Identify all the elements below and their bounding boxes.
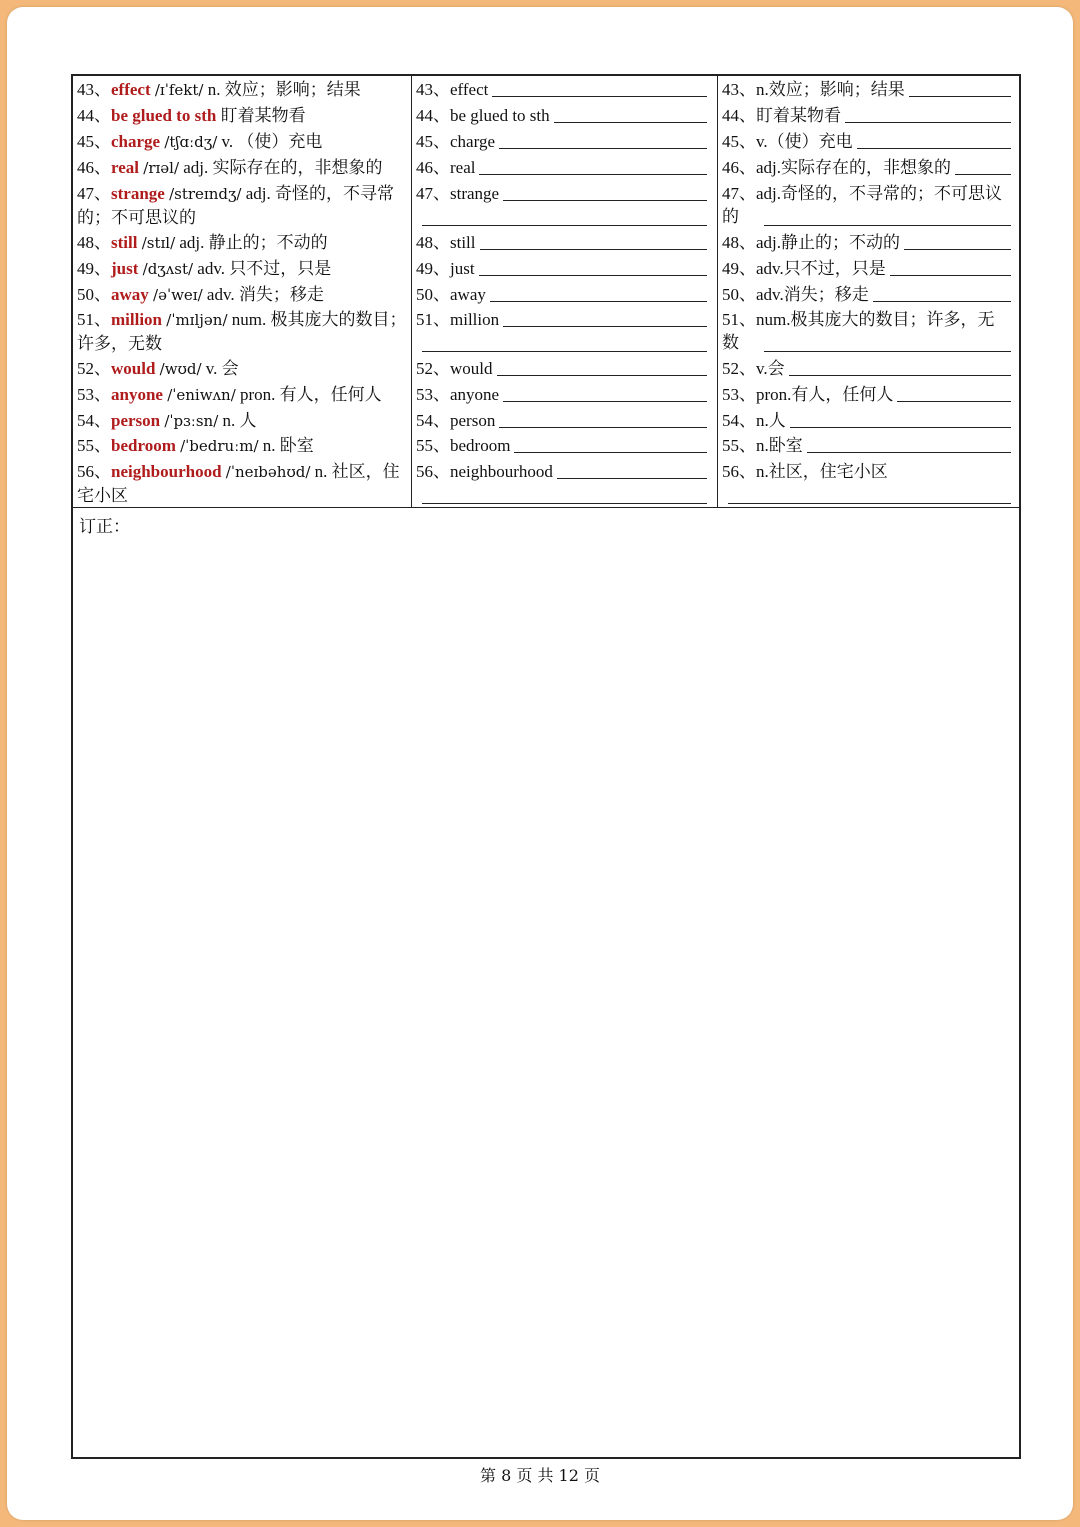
answer-blank[interactable] [909, 78, 1011, 97]
answer-blank[interactable] [503, 308, 707, 327]
prompt-english: charge [450, 132, 495, 151]
chinese-prompt-row [722, 434, 1011, 457]
prompt-chinese: adj.静止的；不动的 [756, 233, 901, 252]
english-prompt-row [416, 434, 707, 457]
entry-definition: n. 人 [218, 411, 257, 430]
answer-blank[interactable] [479, 156, 707, 175]
reference-column [73, 76, 412, 507]
prompt-english: effect [450, 80, 489, 99]
entry-word: still [111, 233, 138, 252]
prompt-chinese: pron.有人，任何人 [756, 385, 894, 404]
answer-blank[interactable] [480, 231, 707, 250]
chinese-prompt-row [722, 130, 1011, 153]
prompt-english: just [450, 259, 475, 278]
entry-phonetic: /tʃɑːdʒ/ [164, 133, 218, 151]
prompt-english: neighbourhood [450, 462, 553, 481]
entry-definition: adj. 实际存在的，非想象的 [179, 158, 383, 177]
prompt-chinese: n.人 [756, 411, 786, 430]
prompt-number: 47、 [722, 184, 756, 203]
chinese-prompt-row [722, 104, 1011, 127]
english-prompt-row [416, 156, 707, 179]
entry-number: 48、 [77, 233, 111, 252]
chinese-prompt-row [722, 283, 1011, 306]
answer-blank[interactable] [557, 460, 707, 479]
prompt-number: 53、 [416, 385, 450, 404]
reference-entry [77, 434, 407, 458]
prompt-chinese: n.社区，住宅小区 [756, 462, 888, 481]
english-prompt-row [416, 409, 707, 432]
entry-phonetic: /streɪndʒ/ [169, 185, 242, 203]
prompt-number: 49、 [416, 259, 450, 278]
answer-blank[interactable] [503, 383, 707, 402]
entry-number: 50、 [77, 285, 111, 304]
entry-phonetic: /əˈweɪ/ [153, 286, 203, 304]
entry-word: be glued to sth [111, 106, 217, 125]
prompt-number: 43、 [416, 80, 450, 99]
answer-blank[interactable] [790, 409, 1011, 428]
answer-blank[interactable] [897, 383, 1011, 402]
entry-word: would [111, 359, 156, 378]
prompt-number: 52、 [416, 359, 450, 378]
english-prompt-row [416, 182, 707, 205]
entry-word: bedroom [111, 436, 176, 455]
entry-phonetic: /ˈpɜːsn/ [164, 412, 219, 430]
reference-entry [77, 409, 407, 433]
entry-definition: adj. 静止的；不动的 [175, 233, 328, 252]
entry-number: 51、 [77, 310, 111, 329]
prompt-chinese: 盯着某物看 [756, 106, 841, 125]
entry-definition: v. （使）充电 [217, 132, 323, 151]
answer-blank[interactable] [845, 104, 1011, 123]
prompt-number: 48、 [722, 233, 756, 252]
english-prompt-row [416, 257, 707, 280]
chinese-prompt-row [722, 409, 1011, 432]
reference-entry [77, 104, 407, 127]
prompt-number: 44、 [722, 106, 756, 125]
answer-blank-continued[interactable] [764, 350, 1011, 352]
entry-word: million [111, 310, 163, 329]
prompt-number: 45、 [722, 132, 756, 151]
reference-entry [77, 257, 407, 281]
english-prompt-column [412, 76, 718, 507]
prompt-number: 54、 [416, 411, 450, 430]
entry-phonetic: /dʒʌst/ [142, 260, 194, 278]
prompt-english: still [450, 233, 476, 252]
entry-number: 54、 [77, 411, 111, 430]
entry-definition: adv. 消失；移走 [202, 285, 324, 304]
prompt-english: anyone [450, 385, 500, 404]
prompt-english: away [450, 285, 486, 304]
english-prompt-row [416, 283, 707, 306]
chinese-prompt-row [722, 78, 1011, 101]
answer-blank[interactable] [789, 357, 1011, 376]
prompt-chinese: n.卧室 [756, 436, 803, 455]
page-footer: 第 8 页 共 12 页 [480, 1466, 600, 1485]
entry-phonetic: /stɪl/ [141, 234, 176, 252]
chinese-prompt-row [722, 357, 1011, 380]
prompt-chinese: adv.消失；移走 [756, 285, 869, 304]
prompt-number: 49、 [722, 259, 756, 278]
answer-blank[interactable] [873, 283, 1011, 302]
answer-blank[interactable] [499, 130, 707, 149]
entry-definition: adj. 奇怪的，不寻常的；不可思议的 [77, 184, 395, 227]
correction-label: 订正： [79, 517, 130, 536]
english-prompt-row [416, 78, 707, 101]
entry-word: neighbourhood [111, 462, 222, 481]
entry-word: person [111, 411, 161, 430]
prompt-chinese: v.会 [756, 359, 785, 378]
prompt-number: 45、 [416, 132, 450, 151]
answer-blank[interactable] [857, 130, 1011, 149]
entry-number: 43、 [77, 80, 111, 99]
prompt-chinese: adj.奇怪的，不寻常的；不可思议的 [722, 184, 1003, 226]
answer-blank[interactable] [807, 434, 1011, 453]
entry-number: 46、 [77, 158, 111, 177]
entry-word: charge [111, 132, 161, 151]
answer-blank-continued[interactable] [422, 502, 707, 504]
entry-phonetic: /rɪəl/ [143, 159, 180, 177]
prompt-number: 46、 [722, 158, 756, 177]
answer-blank[interactable] [890, 257, 1011, 276]
prompt-number: 46、 [416, 158, 450, 177]
reference-entry [77, 283, 407, 307]
entry-definition: num. 极其庞大的数目；许多，无数 [77, 310, 407, 353]
prompt-chinese: adv.只不过，只是 [756, 259, 886, 278]
reference-entry [77, 78, 407, 102]
entry-number: 52、 [77, 359, 111, 378]
answer-blank[interactable] [955, 156, 1011, 175]
answer-blank-continued[interactable] [764, 224, 1011, 226]
prompt-number: 54、 [722, 411, 756, 430]
entry-word: real [111, 158, 140, 177]
prompt-number: 50、 [722, 285, 756, 304]
prompt-english: strange [450, 184, 500, 203]
prompt-english: be glued to sth [450, 106, 550, 125]
entry-phonetic: /ˈeniwʌn/ [167, 386, 236, 404]
entry-number: 44、 [77, 106, 111, 125]
entry-phonetic: /ˈneɪbəhʊd/ [225, 463, 311, 481]
entry-number: 49、 [77, 259, 111, 278]
english-prompt-row [416, 231, 707, 254]
entry-number: 47、 [77, 184, 111, 203]
prompt-number: 47、 [416, 184, 450, 203]
reference-entry [77, 182, 407, 229]
entry-phonetic: /wʊd/ [159, 360, 202, 378]
answer-blank-continued[interactable] [422, 350, 707, 352]
entry-number: 55、 [77, 436, 111, 455]
prompt-number: 53、 [722, 385, 756, 404]
reference-entry [77, 460, 407, 507]
answer-blank-continued[interactable] [422, 224, 707, 226]
answer-blank[interactable] [490, 283, 707, 302]
chinese-prompt-row [722, 308, 1010, 354]
entry-definition: n. 卧室 [258, 436, 314, 455]
entry-word: away [111, 285, 149, 304]
prompt-chinese: num.极其庞大的数目；许多，无数 [722, 310, 995, 352]
entry-phonetic: /ˈbedruːm/ [180, 437, 259, 455]
prompt-number: 51、 [722, 310, 756, 329]
answer-blank[interactable] [554, 104, 707, 123]
prompt-number: 55、 [722, 436, 756, 455]
reference-entry [77, 231, 407, 255]
entry-phonetic: /ɪˈfekt/ [154, 81, 204, 99]
entry-word: just [111, 259, 139, 278]
answer-blank[interactable] [499, 409, 707, 428]
chinese-prompt-row [722, 460, 1010, 483]
entry-phonetic: /ˈmɪljən/ [166, 311, 228, 329]
prompt-english: bedroom [450, 436, 511, 455]
answer-blank[interactable] [514, 434, 707, 453]
prompt-number: 56、 [722, 462, 756, 481]
prompt-number: 50、 [416, 285, 450, 304]
entry-definition: adv. 只不过，只是 [193, 259, 332, 278]
entry-number: 45、 [77, 132, 111, 151]
prompt-number: 52、 [722, 359, 756, 378]
answer-blank[interactable] [503, 182, 707, 201]
english-prompt-row [416, 357, 707, 380]
entry-number: 53、 [77, 385, 111, 404]
prompt-english: real [450, 158, 476, 177]
chinese-prompt-row [722, 257, 1011, 280]
chinese-prompt-column [718, 76, 1021, 507]
answer-blank[interactable] [479, 257, 707, 276]
entry-definition: v. 会 [201, 359, 239, 378]
reference-entry [77, 357, 407, 381]
prompt-number: 56、 [416, 462, 450, 481]
answer-blank[interactable] [904, 231, 1011, 250]
reference-entry [77, 130, 407, 154]
prompt-number: 44、 [416, 106, 450, 125]
prompt-english: would [450, 359, 493, 378]
entry-number: 56、 [77, 462, 111, 481]
chinese-prompt-row [722, 156, 1011, 179]
prompt-english: million [450, 310, 500, 329]
prompt-chinese: n.效应；影响；结果 [756, 80, 905, 99]
entry-word: effect [111, 80, 151, 99]
chinese-prompt-row [722, 231, 1011, 254]
worksheet-table [71, 74, 1021, 1459]
prompt-number: 43、 [722, 80, 756, 99]
vocabulary-section [73, 76, 1019, 508]
reference-entry [77, 383, 407, 407]
entry-word: anyone [111, 385, 163, 404]
page-sheet [7, 7, 1073, 1520]
english-prompt-row [416, 104, 707, 127]
english-prompt-row [416, 383, 707, 406]
reference-entry [77, 308, 407, 355]
entry-definition: 盯着某物看 [216, 106, 306, 125]
prompt-english: person [450, 411, 496, 430]
english-prompt-row [416, 130, 707, 153]
answer-blank[interactable] [497, 357, 708, 376]
answer-blank-continued[interactable] [728, 502, 1011, 504]
answer-blank[interactable] [492, 78, 707, 97]
entry-word: strange [111, 184, 165, 203]
entry-definition: pron. 有人，任何人 [235, 385, 382, 404]
entry-definition: n. 社区，住宅小区 [77, 462, 400, 505]
prompt-chinese: v.（使）充电 [756, 132, 853, 151]
prompt-number: 48、 [416, 233, 450, 252]
chinese-prompt-row [722, 383, 1011, 406]
prompt-number: 55、 [416, 436, 450, 455]
chinese-prompt-row [722, 182, 1010, 228]
reference-entry [77, 156, 407, 180]
english-prompt-row [416, 460, 707, 483]
prompt-chinese: adj.实际存在的，非想象的 [756, 158, 952, 177]
english-prompt-row [416, 308, 707, 331]
prompt-number: 51、 [416, 310, 450, 329]
entry-definition: n. 效应；影响；结果 [203, 80, 361, 99]
